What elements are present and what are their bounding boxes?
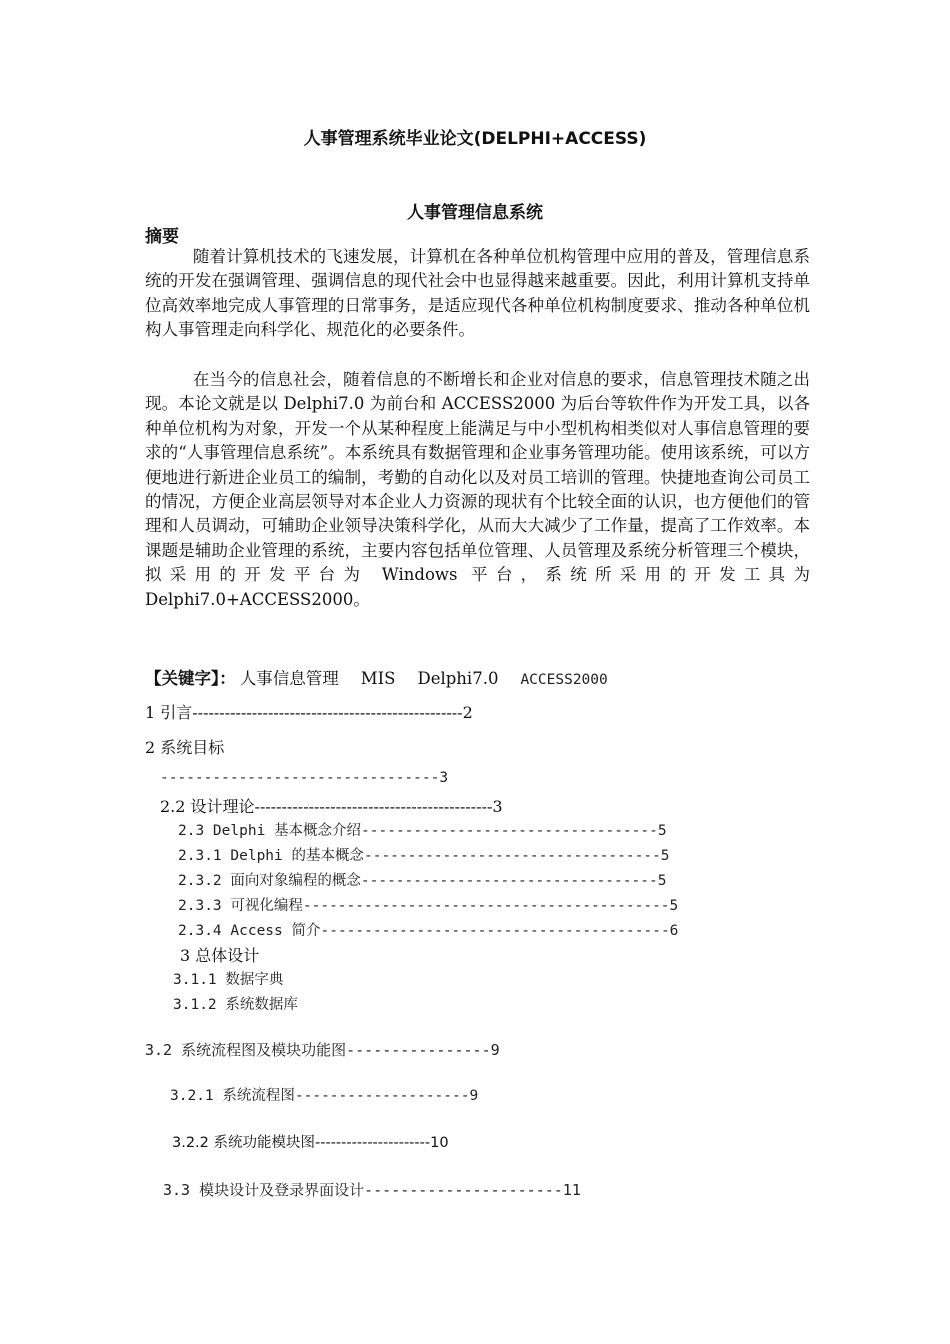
toc-entry: --------------------------------3 [160, 770, 449, 786]
toc-entry: 2.3.4 Access 简介----------------------------------------6 [178, 923, 679, 939]
toc-entry: 3.2.1 系统流程图--------------------9 [170, 1088, 479, 1104]
keyword-item: Delphi7.0 [417, 669, 499, 688]
toc-entry: 3 总体设计 [180, 946, 260, 965]
abstract-heading: 摘要 [145, 227, 179, 247]
keywords-line [145, 665, 608, 689]
document-subtitle: 人事管理信息系统 [407, 203, 543, 223]
toc-entry: 2.3.3 可视化编程------------------------------------------5 [178, 898, 679, 914]
keywords-label: 【关键字】： [145, 669, 236, 688]
toc-entry: 3.1.1 数据字典 [173, 972, 284, 988]
document-title: 人事管理系统毕业论文(DELPHI+ACCESS) [303, 129, 647, 149]
keyword-item: MIS [360, 669, 396, 688]
toc-entry: 2 系统目标 [145, 738, 225, 757]
toc-entry: 2.3.1 Delphi 的基本概念----------------------------------5 [178, 848, 670, 864]
toc-entry: 3.1.2 系统数据库 [173, 997, 298, 1013]
toc-entry: 3.2.2 系统功能模块图----------------------10 [172, 1135, 449, 1151]
toc-entry: 3.3 模块设计及登录界面设计----------------------11 [163, 1181, 581, 1199]
abstract-paragraph-1: 随着计算机技术的飞速发展，计算机在各种单位机构管理中应用的普及，管理信息系统的开发在强调管理、强调信息的现代社会中也显得越来越重要。因此，利用计算机支持单位高效率地完成人事管理的日常事务，是适应现代各种单位机构制度要求、推动各种单位机构人事管理走向科学化、规范化的必要条件。 [145, 247, 810, 340]
keyword-item: 人事信息管理 [239, 669, 339, 688]
toc-entry: 1 引言--------------------------------------------------2 [145, 703, 473, 722]
keyword-item: ACCESS2000 [520, 672, 608, 688]
toc-entry: 2.2 设计理论--------------------------------------------3 [160, 797, 503, 816]
toc-entry: 2.3 Delphi 基本概念介绍----------------------------------5 [178, 823, 667, 839]
toc-entry: 2.3.2 面向对象编程的概念----------------------------------5 [178, 873, 667, 889]
toc-entry: 3.2 系统流程图及模块功能图----------------9 [145, 1041, 500, 1059]
abstract-paragraph-2: 在当今的信息社会，随着信息的不断增长和企业对信息的要求，信息管理技术随之出现。本论文就是以 Delphi7.0 为前台和 ACCESS2000 为后台等软件作为开发工具，以各种单位机构为对象，开发一个从某种程度上能满足与中小型机构相类似对人事信息管理的要求的“人事管理信息系统”。本系统具有数据管理和企业事务管理功能。使用该系统，可以方便地进行新进企业员工的编制，考勤的自动化以及对员工培训的管理。快捷地查询公司员工的情况，方便企业高层领导对本企业人力资源的现状有个比较全面的认识，也方便他们的管理和人员调动，可辅助企业领导决策科学化，从而大大减少了工作量，提高了工作效率。本课题是辅助企业管理的系统，主要内容包括单位管理、人员管理及系统分析管理三个模块，拟采用的开发平台为 Windows 平台，系统所采用的开发工具为 Delphi7.0+ACCESS2000。 [145, 370, 810, 609]
